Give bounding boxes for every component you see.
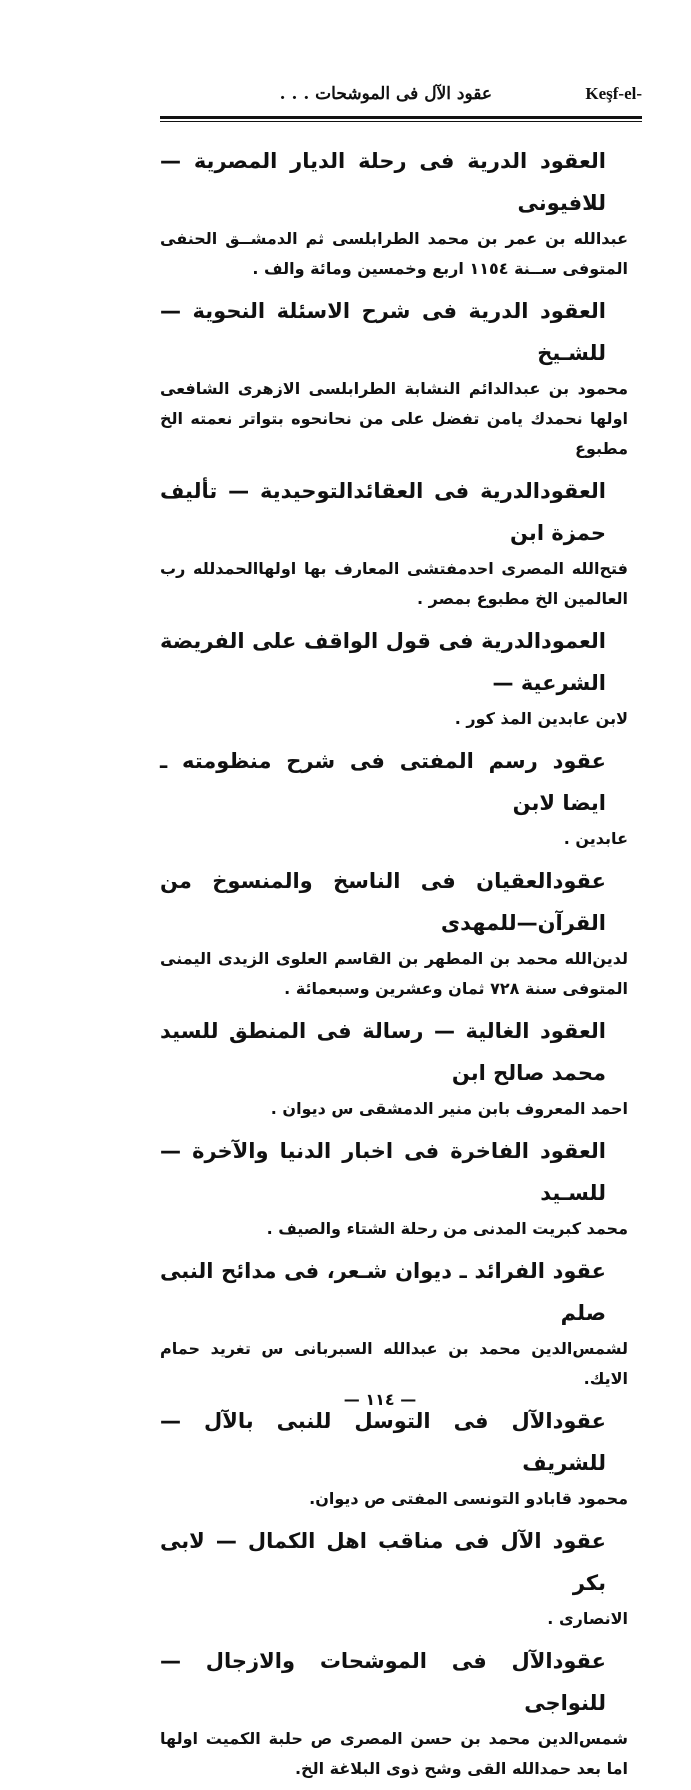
page-number: — ١١٤ —	[343, 1390, 417, 1409]
entry-heading: عقود الآل فى مناقب اهل الكمال — لابى بكر	[160, 1529, 606, 1595]
entry-heading: العقود الغالية — رسالة فى المنطق للسيد محمد صالح ابن	[160, 1019, 606, 1085]
entry	[160, 1130, 628, 1244]
entry-heading: العقود الدرية فى شرح الاسئلة النحوية — للشـيخ	[160, 299, 606, 365]
running-title: عقود الآل فى الموشحات . . .	[279, 84, 492, 104]
header-rule-thin	[160, 121, 642, 122]
entry-heading: عقودالآل فى الموشحات والازجال — للنواجى	[160, 1649, 606, 1715]
entry-heading: العقود الدرية فى رحلة الديار المصرية — للافيونى	[160, 149, 606, 215]
entry	[160, 1250, 628, 1394]
entry-body: محمود قابادو التونسى المفتى ص ديوان.	[309, 1489, 628, 1508]
entry-body: احمد المعروف بابن منير الدمشقى س ديوان .	[270, 1099, 628, 1118]
entry	[160, 620, 628, 734]
entry-body: عبدالله بن عمر بن محمد الطرابلسى ثم الدمشــق الحنفى المتوفى ســنة ١١٥٤ اربع وخمسين ومائة والف .	[160, 229, 628, 278]
entry	[160, 860, 628, 1004]
entry	[160, 1010, 628, 1124]
entry	[160, 290, 628, 464]
entry-body: محمود بن عبدالدائم النشابة الطرابلسى الازهرى الشافعى اولها نحمدك يامن تفضل على من نحانحوه بتواتر نعمته الخ مطبوع	[160, 379, 628, 458]
entry-body: لابن عابدين المذ كور .	[454, 709, 628, 728]
entries-column	[160, 140, 628, 1790]
entry	[160, 1640, 628, 1784]
header-rule-thick	[160, 116, 642, 119]
entry-heading: العقود الفاخرة فى اخبار الدنيا والآخرة — للسـيد	[160, 1139, 606, 1205]
entry-body: عابدين .	[563, 829, 628, 848]
entry-heading: عقود رسم المفتى فى شرح منظومته ـ ايضا لابن	[160, 749, 606, 815]
entry-body: فتح‌الله المصرى احدمفتشى المعارف بها اولهاالحمدلله رب العالمين الخ مطبوع بمصر .	[160, 559, 628, 608]
entry-body: شمس‌الدين محمد بن حسن المصرى ص حلبة الكميت اولها اما بعد حمدالله القى وشح ذوى البلاغة الخ.	[160, 1729, 628, 1778]
entry-body: محمد كبريت المدنى من رحلة الشتاء والصيف .	[266, 1219, 628, 1238]
running-header	[160, 80, 642, 116]
entry-heading: العقودالدرية فى العقائدالتوحيدية — تأليف حمزة ابن	[160, 479, 606, 545]
entry	[160, 1520, 628, 1634]
entry	[160, 740, 628, 854]
entry-body: الانصارى .	[547, 1609, 628, 1628]
entry-heading: عقود الفرائد ـ ديوان شـعر، فى مدائح النبى صلم	[160, 1259, 606, 1325]
entry	[160, 140, 628, 284]
entry-heading: العمودالدرية فى قول الواقف على الفريضة الشرعية —	[160, 629, 606, 695]
entry	[160, 470, 628, 614]
entry-body: لشمس‌الدين محمد بن عبدالله السبربانى س تغريد حمام الايك.	[160, 1339, 628, 1388]
running-title-latin: Keşf-el-	[585, 84, 642, 103]
entry	[160, 1400, 628, 1514]
entry-heading: عقودالآل فى التوسل للنبى بالآل — للشريف	[160, 1409, 606, 1475]
entry-body: لدين‌الله محمد بن المطهر بن القاسم العلوى الزيدى اليمنى المتوفى سنة ٧٢٨ ثمان وعشرين وسبعمائة .	[160, 949, 628, 998]
entry-heading: عقودالعقيان فى الناسخ والمنسوخ من القرآن—للمهدى	[160, 869, 606, 935]
